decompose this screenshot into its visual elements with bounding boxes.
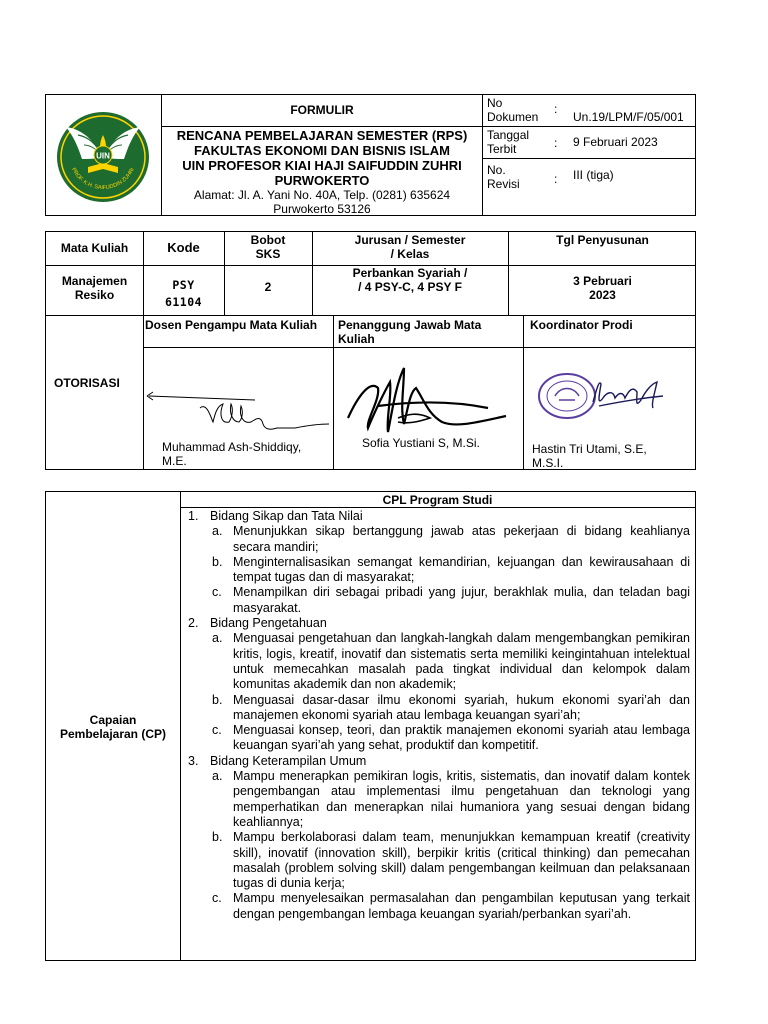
- dosen-signature: [145, 388, 330, 440]
- list-item: a. Menunjukkan sikap bertanggung jawab atas pekerjaan di bidang keahlianya secara mandiri;: [212, 524, 690, 554]
- list-item: b. Menginternalisasikan semangat kemandirian, kejuangan dan kewirausahaan di tempat tugas dan di masyarakat;: [212, 554, 690, 585]
- document-title: [162, 128, 482, 216]
- address-line: Alamat: Jl. A. Yani No. 40A, Telp. (0281) 635624: [193, 188, 451, 202]
- section-title: Bidang Pengetahuan: [210, 616, 327, 631]
- address-line: Purwokerto 53126: [273, 202, 371, 216]
- cpl-section: 3. Bidang Keterampilan Umum a. Mampu menerapkan pemikiran logis, kritis, sistematis, dan inovatif dalam kontek pengembangan atau implementasi ilmu pengetahuan dan teknologi yang memperhatikan dan menerapkan nilai humaniora yang sesuai dengan bidang keahliannya; b. Mampu berkolaborasi dalam team, menunjukkan kemampuan kreatif (creativity skill), inovatif (innovation skill), berpikir kritis (critical thinking) dan pemecahan masalah (problem solving skill) dalam pengembangan keilmuan dan pelaksanaan tugas di dunia kerja; c. Mampu menyelesaikan permasalahan dan pengambilan keputusan yang terkait dengan pengembangan lembaga keuangan syariah/perbankan syari’ah.: [188, 753, 690, 921]
- logo-text: UIN: [96, 151, 110, 161]
- title-line: FAKULTAS EKONOMI DAN BISNIS ISLAM: [194, 143, 450, 158]
- pj-signature: [338, 348, 520, 438]
- course-info-table: [45, 231, 696, 316]
- meta-no-dokumen-label: No Dokumen: [487, 96, 539, 124]
- meta-tanggal-terbit-label: Tanggal Terbit: [487, 128, 530, 156]
- otorisasi-label: OTORISASI: [54, 376, 120, 390]
- otorisasi-table: [45, 316, 696, 470]
- dosen-header: Dosen Pengampu Mata Kuliah: [145, 318, 318, 332]
- list-item: b. Mampu berkolaborasi dalam team, menunjukkan kemampuan kreatif (creativity skill), inovatif (innovation skill), berpikir kritis (critical thinking) dan pemecahan masalah (problem solving skill) dalam pengembangan keilmuan dan pelaksanaan tugas di dunia kerja;: [212, 830, 690, 891]
- header-mata-kuliah: Mata Kuliah: [60, 241, 129, 255]
- cpl-section: 1. Bidang Sikap dan Tata Nilai a. Menunjukkan sikap bertanggung jawab atas pekerjaan di bidang keahlianya secara mandiri; b. Menginternalisasikan semangat kemandirian, kejuangan dan kewirausahaan di tempat tugas dan di masyarakat; c. Menampilkan diri sebagai pribadi yang jujur, berakhlak mulia, dan teladan bagi masyarakat.: [188, 509, 690, 615]
- list-item: a. Mampu menerapkan pemikiran logis, kritis, sistematis, dan inovatif dalam kontek pengembangan atau implementasi ilmu pengetahuan dan teknologi yang memperhatikan dan menerapkan nilai humaniora yang sesuai dengan bidang keahliannya;: [212, 769, 690, 829]
- cpl-table: [45, 491, 696, 961]
- section-title: Bidang Keterampilan Umum: [210, 753, 367, 768]
- value-kode: PSY 61104: [164, 278, 203, 309]
- logo-ring-text: PROF. K.H. SAIFUDDIN ZUHRI: [70, 167, 136, 192]
- cpl-section: 2. Bidang Pengetahuan a. Menguasai pengetahuan dan langkah-langkah dalam mengembangkan pemikiran kritis, logis, kreatif, inovatif dan sistematis serta memiliki keingintahuan intelektual untuk memecahkan masalah pada tingkat individual dan kelompok dalam komunitas akademik dan non akademik; b. Menguasai dasar-dasar ilmu ekonomi syariah, hukum ekonomi syari’ah dan manajemen ekonomi syariah atau lembaga keuangan syari’ah; c. Menguasai konsep, teori, dan praktik manajemen ekonomi syariah atau lembaga keuangan syari’ah yang sehat, produktif dan kompetitif.: [188, 616, 690, 753]
- section-title: Bidang Sikap dan Tata Nilai: [210, 509, 363, 523]
- pj-header: Penanggung Jawab Mata Kuliah: [338, 318, 482, 346]
- header-kode: Kode: [167, 240, 200, 255]
- formulir-title: FORMULIR: [290, 103, 354, 117]
- koor-stamp-signature: [533, 368, 673, 424]
- uin-logo: [52, 107, 154, 207]
- list-item: c. Mampu menyelesaikan permasalahan dan pengambilan keputusan yang terkait dengan pengembangan lembaga keuangan syariah/perbankan syari’ah.: [212, 891, 690, 921]
- meta-colon: :: [554, 172, 558, 186]
- value-mata-kuliah: Manajemen Resiko: [61, 274, 128, 302]
- cp-side-label: Capaian Pembelajaran (CP): [59, 713, 167, 741]
- meta-revisi-label: No. Revisi: [487, 163, 520, 191]
- meta-colon: :: [554, 102, 558, 116]
- list-item: a. Menguasai pengetahuan dan langkah-langkah dalam mengembangkan pemikiran kritis, logis, kreatif, inovatif dan sistematis serta memiliki keingintahuan intelektual untuk memecahkan masalah pada tingkat individual dan kelompok dalam komunitas akademik dan non akademik;: [212, 631, 690, 692]
- koor-header: Koordinator Prodi: [530, 318, 633, 332]
- meta-colon: :: [554, 136, 558, 150]
- meta-revisi-value: III (tiga): [573, 168, 614, 182]
- cpl-list: [188, 509, 690, 922]
- value-jurusan: Perbankan Syariah / / 4 PSY-C, 4 PSY F: [352, 266, 468, 294]
- value-bobot: 2: [264, 280, 272, 294]
- title-line: PURWOKERTO: [274, 173, 370, 188]
- list-item: b. Menguasai dasar-dasar ilmu ekonomi syariah, hukum ekonomi syari’ah dan manajemen ekonomi syariah atau lembaga keuangan syari’ah;: [212, 692, 690, 722]
- list-item: c. Menampilkan diri sebagai pribadi yang jujur, berakhlak mulia, dan teladan bagi masyarakat.: [212, 585, 690, 615]
- document-header: [45, 94, 696, 216]
- list-item: c. Menguasai konsep, teori, dan praktik manajemen ekonomi syariah atau lembaga keuangan syari’ah yang sehat, produktif dan kompetitif.: [212, 723, 690, 753]
- pj-name: Sofia Yustiani S, M.Si.: [362, 436, 480, 450]
- header-bobot-sks: Bobot SKS: [250, 233, 286, 261]
- cpl-title: CPL Program Studi: [382, 493, 493, 507]
- meta-tanggal-terbit-value: 9 Februari 2023: [573, 135, 658, 149]
- koor-name: Hastin Tri Utami, S.E, M.S.I.: [532, 442, 647, 470]
- header-tgl-penyusunan: Tgl Penyusunan: [556, 233, 649, 247]
- title-line: UIN PROFESOR KIAI HAJI SAIFUDDIN ZUHRI: [182, 158, 462, 173]
- dosen-name: Muhammad Ash-Shiddiqy, M.E.: [162, 440, 302, 468]
- title-line: RENCANA PEMBELAJARAN SEMESTER (RPS): [176, 128, 468, 143]
- header-jurusan: Jurusan / Semester / Kelas: [354, 233, 466, 261]
- value-tgl-penyusunan: 3 Pebruari 2023: [573, 274, 632, 302]
- meta-no-dokumen-value: Un.19/LPM/F/05/001: [573, 110, 684, 124]
